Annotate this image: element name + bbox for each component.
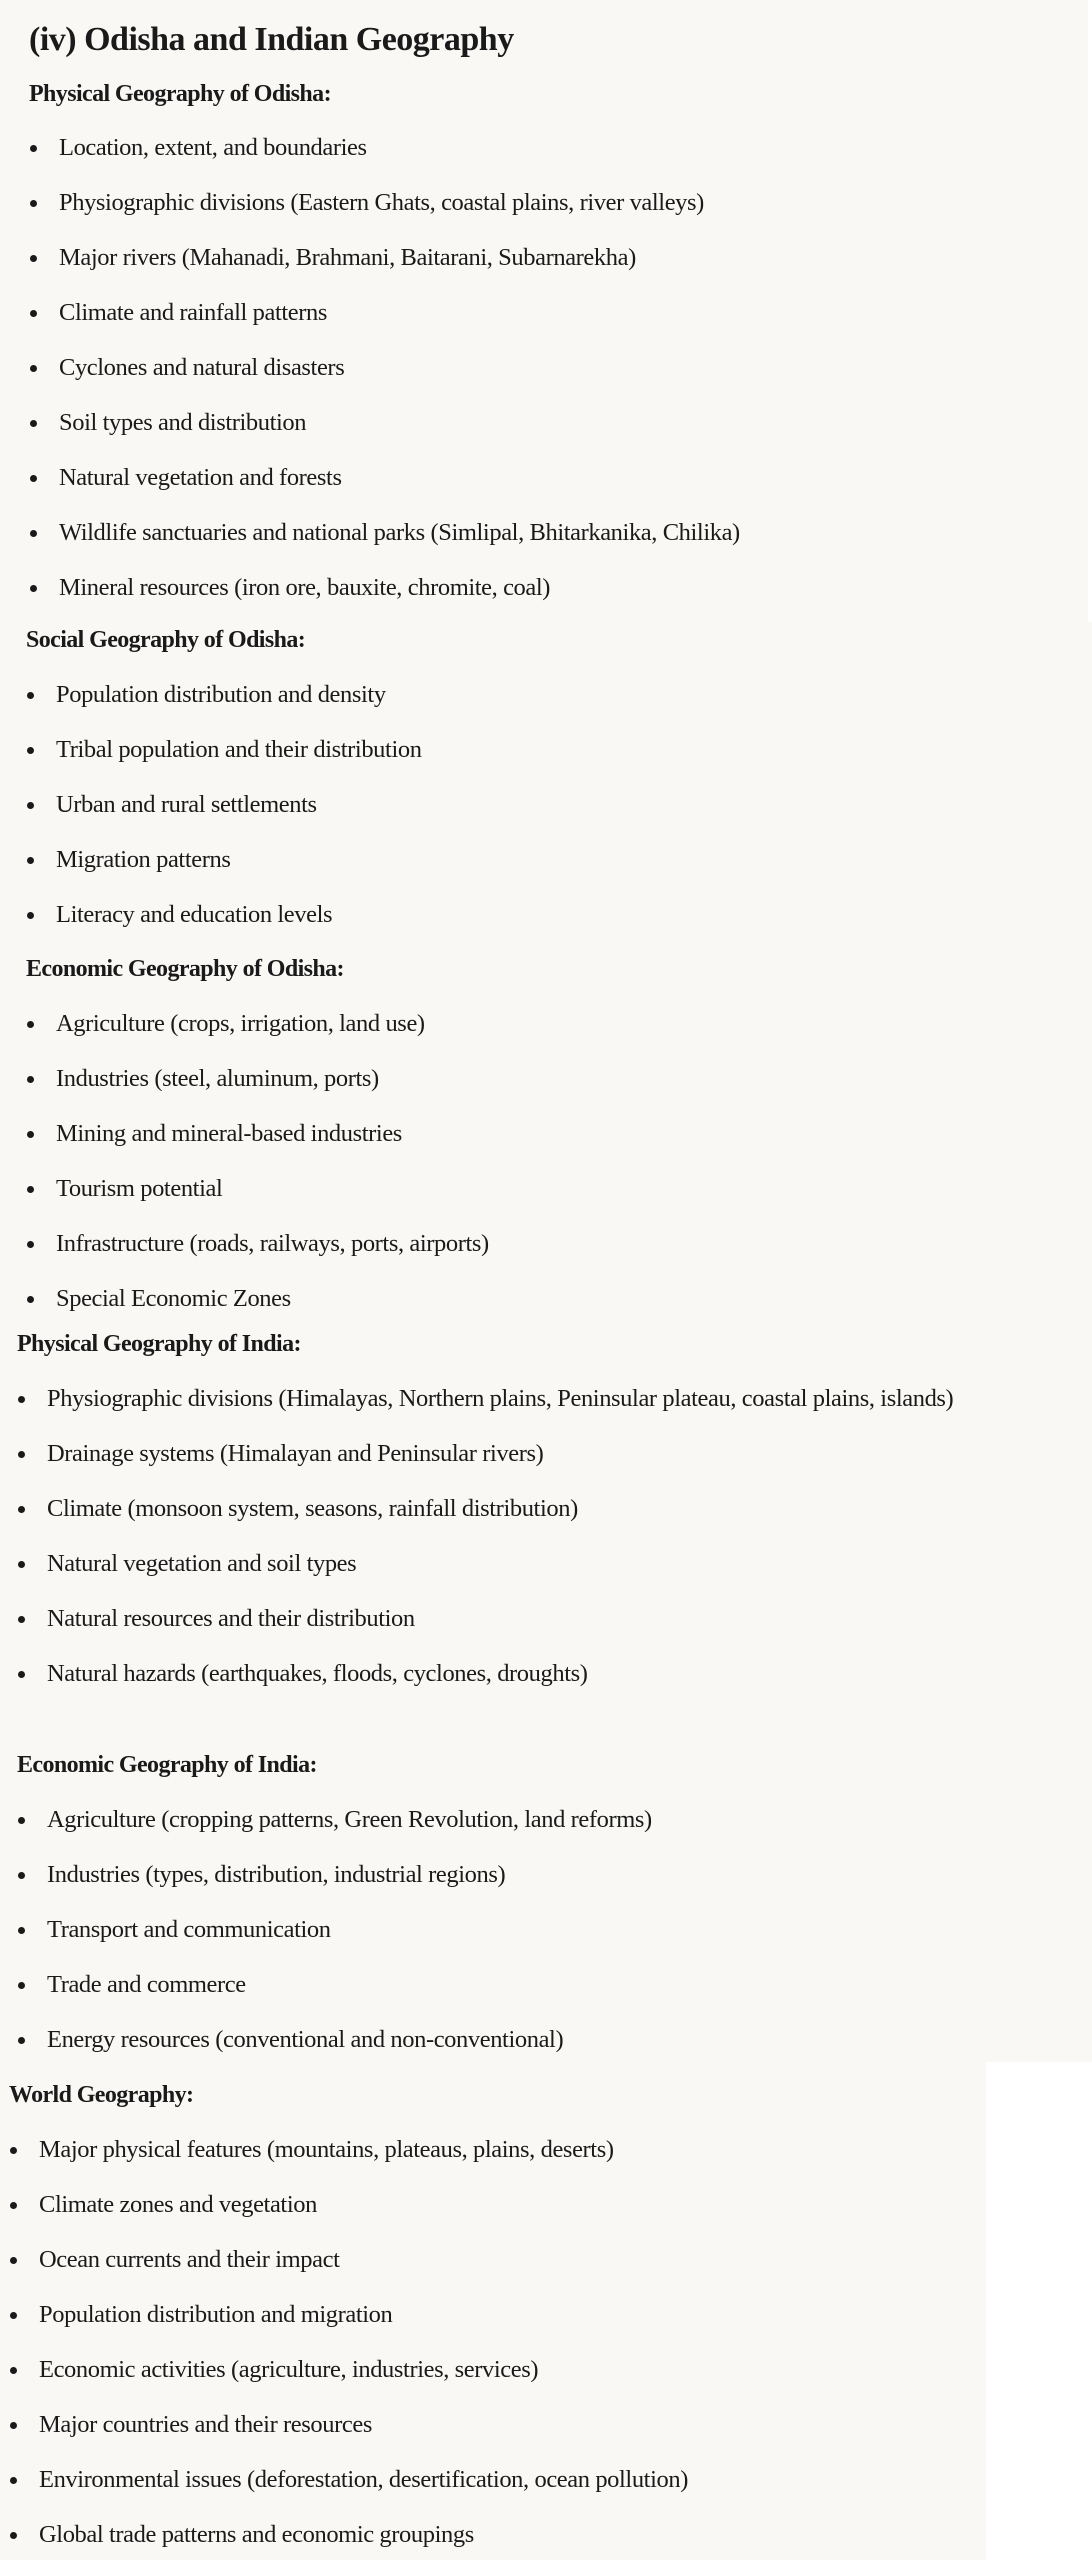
list-item: Trade and commerce (18, 1965, 1058, 2020)
list-item: Drainage systems (Himalayan and Peninsular rivers) (18, 1434, 1058, 1489)
list-item: Infrastructure (roads, railways, ports, airports) (27, 1224, 1047, 1279)
list-item: Climate zones and vegetation (10, 2185, 970, 2240)
bullet-icon (18, 1671, 25, 1678)
list-item: Ocean currents and their impact (10, 2240, 970, 2295)
list-item: Industries (types, distribution, industrial regions) (18, 1855, 1058, 1910)
bullet-icon (10, 2477, 17, 2484)
list-item: Agriculture (crops, irrigation, land use) (27, 1004, 1047, 1059)
bullet-icon (30, 255, 37, 262)
bullet-icon (18, 1561, 25, 1568)
list-item: Economic activities (agriculture, industries, services) (10, 2350, 970, 2405)
list-item: Climate (monsoon system, seasons, rainfall distribution) (18, 1489, 1058, 1544)
list-item: Major rivers (Mahanadi, Brahmani, Baitarani, Subarnarekha) (30, 238, 1050, 293)
bullet-icon (30, 145, 37, 152)
list-item: Natural vegetation and soil types (18, 1544, 1058, 1599)
section-heading-physical-geography-india: Physical Geography of India: (17, 1331, 301, 1357)
bullet-list-physical-geography-india (18, 1379, 1058, 1709)
list-item: Natural hazards (earthquakes, floods, cyclones, droughts) (18, 1654, 1058, 1709)
bullet-icon (18, 1396, 25, 1403)
bullet-icon (30, 475, 37, 482)
list-item: Mining and mineral-based industries (27, 1114, 1047, 1169)
bullet-list-physical-geography-odisha (30, 128, 1050, 623)
bullet-list-economic-geography-india (18, 1800, 1058, 2075)
bullet-icon (18, 2037, 25, 2044)
bullet-icon (10, 2367, 17, 2374)
list-item: Population distribution and density (27, 675, 1047, 730)
bullet-icon (27, 692, 34, 699)
bullet-icon (18, 1451, 25, 1458)
bullet-icon (10, 2147, 17, 2154)
list-item: Climate and rainfall patterns (30, 293, 1050, 348)
list-item: Major physical features (mountains, plateaus, plains, deserts) (10, 2130, 970, 2185)
bullet-icon (27, 912, 34, 919)
bullet-icon (27, 1076, 34, 1083)
bullet-icon (27, 747, 34, 754)
list-item: Location, extent, and boundaries (30, 128, 1050, 183)
bullet-icon (27, 1241, 34, 1248)
bullet-icon (30, 365, 37, 372)
bullet-icon (27, 1021, 34, 1028)
section-heading-economic-geography-odisha: Economic Geography of Odisha: (26, 956, 344, 982)
section-heading-physical-geography-odisha: Physical Geography of Odisha: (29, 81, 331, 107)
list-item: Soil types and distribution (30, 403, 1050, 458)
bullet-icon (10, 2422, 17, 2429)
bullet-icon (30, 585, 37, 592)
bullet-icon (18, 1817, 25, 1824)
list-item: Urban and rural settlements (27, 785, 1047, 840)
list-item: Cyclones and natural disasters (30, 348, 1050, 403)
list-item: Industries (steel, aluminum, ports) (27, 1059, 1047, 1114)
bullet-icon (18, 1616, 25, 1623)
list-item: Energy resources (conventional and non-conventional) (18, 2020, 1058, 2075)
bullet-icon (27, 1186, 34, 1193)
list-item: Literacy and education levels (27, 895, 1047, 950)
bullet-list-social-geography-odisha (27, 675, 1047, 950)
bullet-icon (18, 1506, 25, 1513)
bullet-icon (10, 2312, 17, 2319)
bullet-icon (10, 2202, 17, 2209)
list-item: Special Economic Zones (27, 1279, 1047, 1334)
list-item: Major countries and their resources (10, 2405, 970, 2460)
list-item: Tourism potential (27, 1169, 1047, 1224)
list-item: Global trade patterns and economic groupings (10, 2515, 970, 2560)
bullet-icon (30, 530, 37, 537)
bullet-icon (10, 2532, 17, 2539)
bullet-icon (30, 310, 37, 317)
bullet-icon (27, 1131, 34, 1138)
bullet-icon (30, 420, 37, 427)
section-heading-world-geography: World Geography: (9, 2082, 194, 2108)
bullet-icon (27, 802, 34, 809)
list-item: Natural resources and their distribution (18, 1599, 1058, 1654)
list-item: Wildlife sanctuaries and national parks (Simlipal, Bhitarkanika, Chilika) (30, 513, 1050, 568)
bullet-icon (30, 200, 37, 207)
bullet-list-world-geography (10, 2130, 970, 2560)
list-item: Agriculture (cropping patterns, Green Revolution, land reforms) (18, 1800, 1058, 1855)
section-heading-economic-geography-india: Economic Geography of India: (17, 1752, 317, 1778)
bullet-icon (18, 1927, 25, 1934)
list-item: Environmental issues (deforestation, desertification, ocean pollution) (10, 2460, 970, 2515)
bullet-icon (27, 1296, 34, 1303)
bullet-icon (18, 1982, 25, 1989)
page-title: (iv) Odisha and Indian Geography (29, 21, 514, 58)
list-item: Migration patterns (27, 840, 1047, 895)
list-item: Population distribution and migration (10, 2295, 970, 2350)
bullet-list-economic-geography-odisha (27, 1004, 1047, 1334)
bullet-icon (27, 857, 34, 864)
list-item: Physiographic divisions (Himalayas, Northern plains, Peninsular plateau, coastal plains, islands) (18, 1379, 1058, 1418)
list-item: Physiographic divisions (Eastern Ghats, coastal plains, river valleys) (30, 183, 1050, 238)
list-item: Tribal population and their distribution (27, 730, 1047, 785)
bullet-icon (10, 2257, 17, 2264)
list-item: Transport and communication (18, 1910, 1058, 1965)
bullet-icon (18, 1872, 25, 1879)
list-item: Natural vegetation and forests (30, 458, 1050, 513)
list-item: Mineral resources (iron ore, bauxite, chromite, coal) (30, 568, 1050, 623)
section-heading-social-geography-odisha: Social Geography of Odisha: (26, 627, 306, 653)
